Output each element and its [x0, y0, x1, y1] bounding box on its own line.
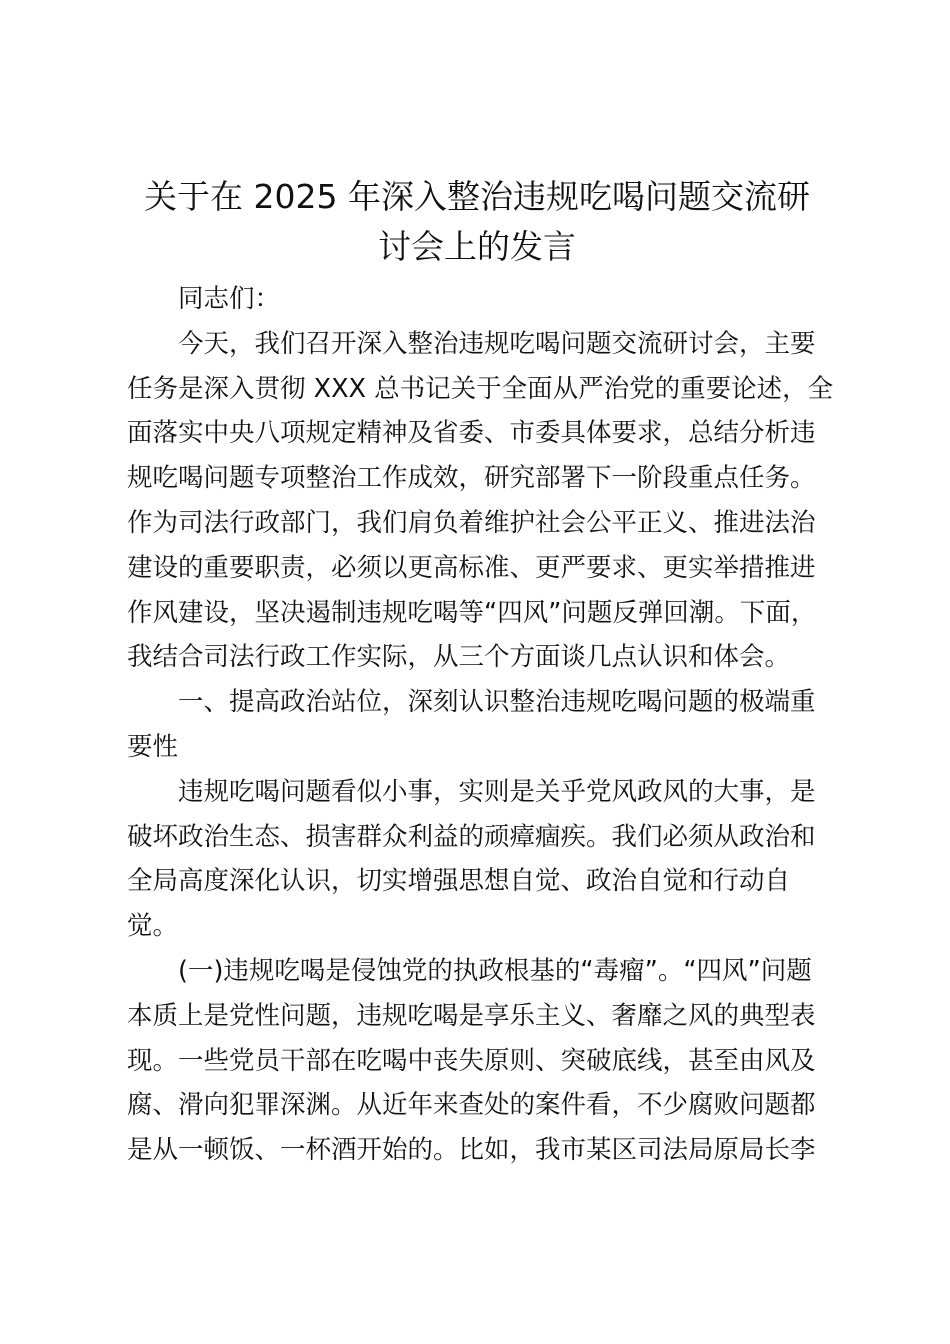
title-line: 关于在 2025 年深入整治违规吃喝问题交流研	[144, 177, 810, 216]
document-page	[127, 172, 834, 1173]
text-line: 规吃喝问题专项整治工作成效，研究部署下一阶段重点任务。	[127, 463, 816, 494]
text-line: 违规吃喝问题看似小事，实则是关乎党风政风的大事，是	[178, 776, 816, 807]
text-line: 觉。	[127, 911, 179, 942]
text-line: 今天，我们召开深入整治违规吃喝问题交流研讨会，主要	[178, 328, 816, 359]
heading-line: 一、提高政治站位，深刻认识整治违规吃喝问题的极端重	[178, 687, 816, 718]
text-line: 本质上是党性问题，违规吃喝是享乐主义、奢靡之风的典型表	[127, 1000, 816, 1031]
text-line: 是从一顿饭、一杯酒开始的。比如，我市某区司法局原局长李	[127, 1135, 816, 1166]
text-line: 现。一些党员干部在吃喝中丧失原则、突破底线，甚至由风及	[127, 1045, 816, 1076]
salutation-text: 同志们：	[178, 284, 281, 314]
text-line: 腐、滑向犯罪深渊。从近年来查处的案件看，不少腐败问题都	[127, 1090, 816, 1121]
text-line: 建设的重要职责，必须以更高标准、更严要求、更实举措推进	[127, 552, 816, 583]
salutation	[127, 277, 827, 322]
text-line: 面落实中央八项规定精神及省委、市委具体要求，总结分析违	[127, 418, 816, 449]
text-line: 任务是深入贯彻 XXX 总书记关于全面从严治党的重要论述，全	[127, 373, 834, 404]
paragraph-subsection-1	[127, 949, 827, 1173]
text-line: 作为司法行政部门，我们肩负着维护社会公平正义、推进法治	[127, 507, 816, 538]
text-line: 全局高度深化认识，切实增强思想自觉、政治自觉和行动自	[127, 866, 791, 897]
heading-line: 要性	[127, 731, 179, 762]
text-line: 破坏政治生态、损害群众利益的顽瘴痼疾。我们必须从政治和	[127, 821, 816, 852]
text-line: (一)违规吃喝是侵蚀党的执政根基的“毒瘤”。“四风”问题	[178, 955, 812, 986]
paragraph-intro	[127, 322, 834, 680]
text-line: 我结合司法行政工作实际，从三个方面谈几点认识和体会。	[127, 642, 791, 673]
title-line: 讨会上的发言	[378, 227, 576, 266]
document-title	[127, 172, 827, 272]
paragraph-section-intro	[127, 770, 827, 949]
text-line: 作风建设，坚决遏制违规吃喝等“四风”问题反弹回潮。下面，	[127, 597, 817, 628]
section-heading	[127, 680, 827, 770]
